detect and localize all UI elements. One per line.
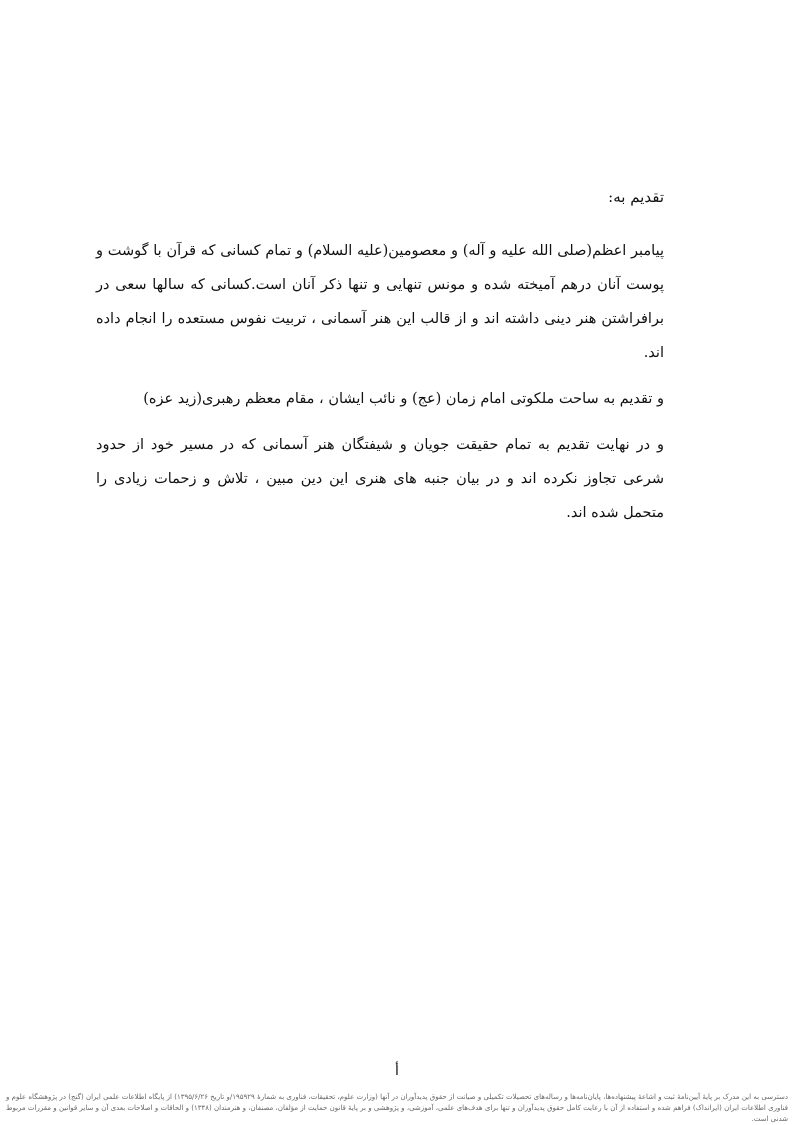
document-body (96, 184, 664, 542)
dedication-paragraph-seekers: و در نهایت تقدیم به تمام حقیقت جویان و شیفتگان هنر آسمانی که در مسیر خود از حدود شرعی تجاوز نکرده اند و در بیان جنبه های هنری این دین مبین ، تلاش و زحمات زیادی را متحمل شده اند. (96, 437, 664, 521)
footer-copyright-notice: دسترسی به این مدرک بر پایهٔ آیین‌نامهٔ ثبت و اشاعهٔ پیشنهاده‌ها، پایان‌نامه‌ها و رساله‌های تحصیلات تکمیلی و صیانت از حقوق پدیدآوران در آنها (وزارت علوم، تحقیقات، فناوری به شمارهٔ ۱۹۵۹۲۹/و تاریخ ۱۳۹۵/۶/۲۶) از پایگاه اطلاعات علمی ایران (گنج) در پژوهشگاه علوم و فناوری اطلاعات ایران (ایرانداک) فراهم شده و استفاده از آن با رعایت کامل حقوق پدیدآوران و تنها برای هدف‌های علمی، آموزشی، و پژوهشی و بر پایهٔ قانون حمایت از مؤلفان، مصنفان، و هنرمندان (۱۳۴۸) و الحاقات و اصلاحات بعدی آن و سایر قوانین و مقررات مربوط شدنی است. (6, 1093, 788, 1123)
dedication-paragraph-imam: و تقدیم به ساحت ملکوتی امام زمان (عج) و نائب ایشان ، مقام معظم رهبری(زید عزه) (143, 391, 664, 407)
dedication-heading: تقدیم به: (608, 188, 664, 206)
page-number: أ (395, 1063, 399, 1079)
dedication-paragraph-prophet: پیامبر اعظم(صلی الله علیه و آله) و معصومین(علیه السلام) و تمام کسانی که قرآن با گوشت و پوست آنان درهم آمیخته شده و مونس تنهایی و تنها ذکر آنان است.کسانی که سالها سعی در برافراشتن هنر دینی داشته اند و از قالب این هنر آسمانی ، تربیت نفوس مستعده را انجام داده اند. (96, 243, 664, 361)
